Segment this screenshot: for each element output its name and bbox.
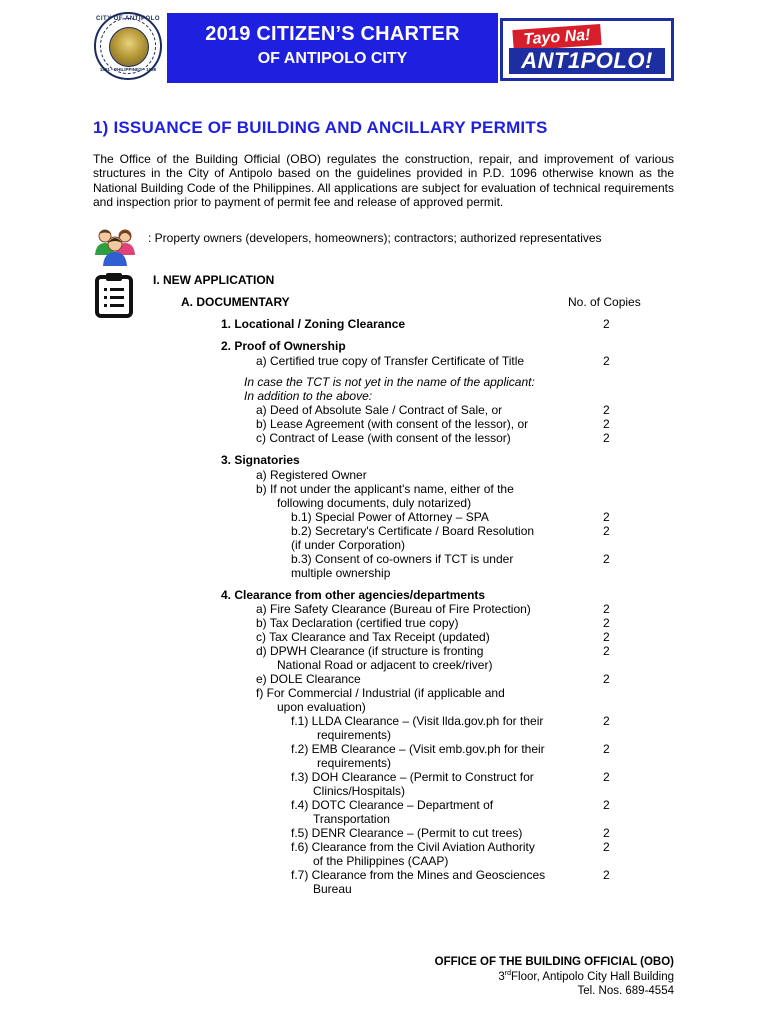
req-subsubitem: b.3) Consent of co-owners if TCT is under xyxy=(291,552,514,566)
copy-count: 2 xyxy=(603,798,610,812)
req-subitem: d) DPWH Clearance (if structure is fronting xyxy=(256,644,484,658)
footer-address xyxy=(435,970,674,985)
copy-count: 2 xyxy=(603,672,610,686)
intro-paragraph: The Office of the Building Official (OBO) regulates the construction, repair, and improvement of various structures in the City of Antipolo based on the guidelines provided in P.D. 1096 otherwise known as the National Building Code of the Philippines. All applications are subject for evaluation of technical requirements and inspection prior to payment of permit fee and release of approved permit. xyxy=(93,152,674,209)
copy-count: 2 xyxy=(603,742,610,756)
customers-text: : Property owners (developers, homeowners); contractors; authorized representatives xyxy=(148,231,602,245)
footer-floor-suffix: rd xyxy=(504,969,511,977)
req-subitem: a) Deed of Absolute Sale / Contract of Sale, or xyxy=(256,403,503,417)
logo-city-name: ANT1POLO! xyxy=(509,48,665,74)
footer-floor-number: 3 xyxy=(498,970,505,983)
req-subitem-cont: following documents, duly notarized) xyxy=(277,496,472,510)
section-heading: I. NEW APPLICATION xyxy=(153,273,275,287)
people-icon xyxy=(94,225,136,267)
copy-count: 2 xyxy=(603,524,610,538)
req-subsubitem: f.6) Clearance from the Civil Aviation Authority xyxy=(291,840,535,854)
copy-count: 2 xyxy=(603,317,610,331)
copies-header: No. of Copies xyxy=(568,295,641,309)
req-subitem-cont: upon evaluation) xyxy=(277,700,366,714)
req-subsubitem: f.2) EMB Clearance – (Visit emb.gov.ph for their xyxy=(291,742,545,756)
req-subsubitem: f.7) Clearance from the Mines and Geosciences xyxy=(291,868,546,882)
req-subsubitem-cont: Bureau xyxy=(313,882,352,896)
req-subsubitem: f.3) DOH Clearance – (Permit to Construct for xyxy=(291,770,534,784)
req-subsubitem: f.4) DOTC Clearance – Department of xyxy=(291,798,494,812)
req-subsubitem-cont: Transportation xyxy=(313,812,390,826)
req-subitem-cont: National Road or adjacent to creek/river) xyxy=(277,658,493,672)
tayo-na-antipolo-logo xyxy=(500,18,674,81)
banner-subtitle: OF ANTIPOLO CITY xyxy=(257,50,408,67)
office-footer xyxy=(435,955,674,999)
clipboard-icon xyxy=(94,272,134,318)
copy-count: 2 xyxy=(603,630,610,644)
req-item: 1. Locational / Zoning Clearance xyxy=(221,317,406,331)
footer-building: Floor, Antipolo City Hall Building xyxy=(511,970,674,983)
req-subitem: e) DOLE Clearance xyxy=(256,672,361,686)
logo-tagline: Tayo Na! xyxy=(512,24,601,51)
copy-count: 2 xyxy=(603,510,610,524)
req-subsubitem-cont: Clinics/Hospitals) xyxy=(313,784,406,798)
req-item: 2. Proof of Ownership xyxy=(221,339,346,353)
req-note: In addition to the above: xyxy=(244,389,373,403)
city-seal-logo xyxy=(94,12,162,80)
seal-emblem xyxy=(109,27,149,67)
req-subitem: a) Registered Owner xyxy=(256,468,367,482)
req-subsubitem-cont: (if under Corporation) xyxy=(291,538,406,552)
req-subsubitem: b.1) Special Power of Attorney – SPA xyxy=(291,510,489,524)
req-item: 4. Clearance from other agencies/departments xyxy=(221,588,486,602)
copy-count: 2 xyxy=(603,431,610,445)
copy-count: 2 xyxy=(603,403,610,417)
req-subitem: b) Tax Declaration (certified true copy) xyxy=(256,616,459,630)
footer-office-name: OFFICE OF THE BUILDING OFFICIAL (OBO) xyxy=(434,956,674,968)
subsection-heading: A. DOCUMENTARY xyxy=(181,295,290,309)
copy-count: 2 xyxy=(603,602,610,616)
req-item: 3. Signatories xyxy=(221,453,300,467)
req-subitem: a) Certified true copy of Transfer Certificate of Title xyxy=(256,354,525,368)
req-subsubitem: f.5) DENR Clearance – (Permit to cut trees) xyxy=(291,826,523,840)
copy-count: 2 xyxy=(603,714,610,728)
req-subitem: c) Contract of Lease (with consent of the lessor) xyxy=(256,431,511,445)
copy-count: 2 xyxy=(603,840,610,854)
req-subsubitem-cont: of the Philippines (CAAP) xyxy=(313,854,449,868)
copy-count: 2 xyxy=(603,616,610,630)
seal-text-bottom: 1591 • PHILIPPINES • 1998 xyxy=(99,67,157,72)
req-note: In case the TCT is not yet in the name of the applicant: xyxy=(244,375,535,389)
copy-count: 2 xyxy=(603,552,610,566)
req-subitem: f) For Commercial / Industrial (if applicable and xyxy=(256,686,505,700)
req-subitem: c) Tax Clearance and Tax Receipt (updated) xyxy=(256,630,490,644)
req-subitem: b) If not under the applicant's name, either of the xyxy=(256,482,514,496)
page-title: 1) ISSUANCE OF BUILDING AND ANCILLARY PERMITS xyxy=(93,118,548,137)
footer-telephone: Tel. Nos. 689-4554 xyxy=(577,985,674,997)
copy-count: 2 xyxy=(603,644,610,658)
req-subsubitem: b.2) Secretary's Certificate / Board Resolution xyxy=(291,524,535,538)
req-subsubitem-cont: requirements) xyxy=(317,756,392,770)
seal-text-top: CITY OF ANTIPOLO xyxy=(96,16,161,22)
charter-banner xyxy=(167,13,498,83)
req-subsubitem: f.1) LLDA Clearance – (Visit llda.gov.ph for their xyxy=(291,714,544,728)
banner-title: 2019 CITIZEN’S CHARTER xyxy=(205,23,460,45)
req-subsubitem-cont: requirements) xyxy=(317,728,392,742)
req-subsubitem-cont: multiple ownership xyxy=(291,566,391,580)
copy-count: 2 xyxy=(603,770,610,784)
copy-count: 2 xyxy=(603,826,610,840)
copy-count: 2 xyxy=(603,868,610,882)
req-subitem: b) Lease Agreement (with consent of the lessor), or xyxy=(256,417,529,431)
req-subitem: a) Fire Safety Clearance (Bureau of Fire Protection) xyxy=(256,602,531,616)
copy-count: 2 xyxy=(603,354,610,368)
copy-count: 2 xyxy=(603,417,610,431)
